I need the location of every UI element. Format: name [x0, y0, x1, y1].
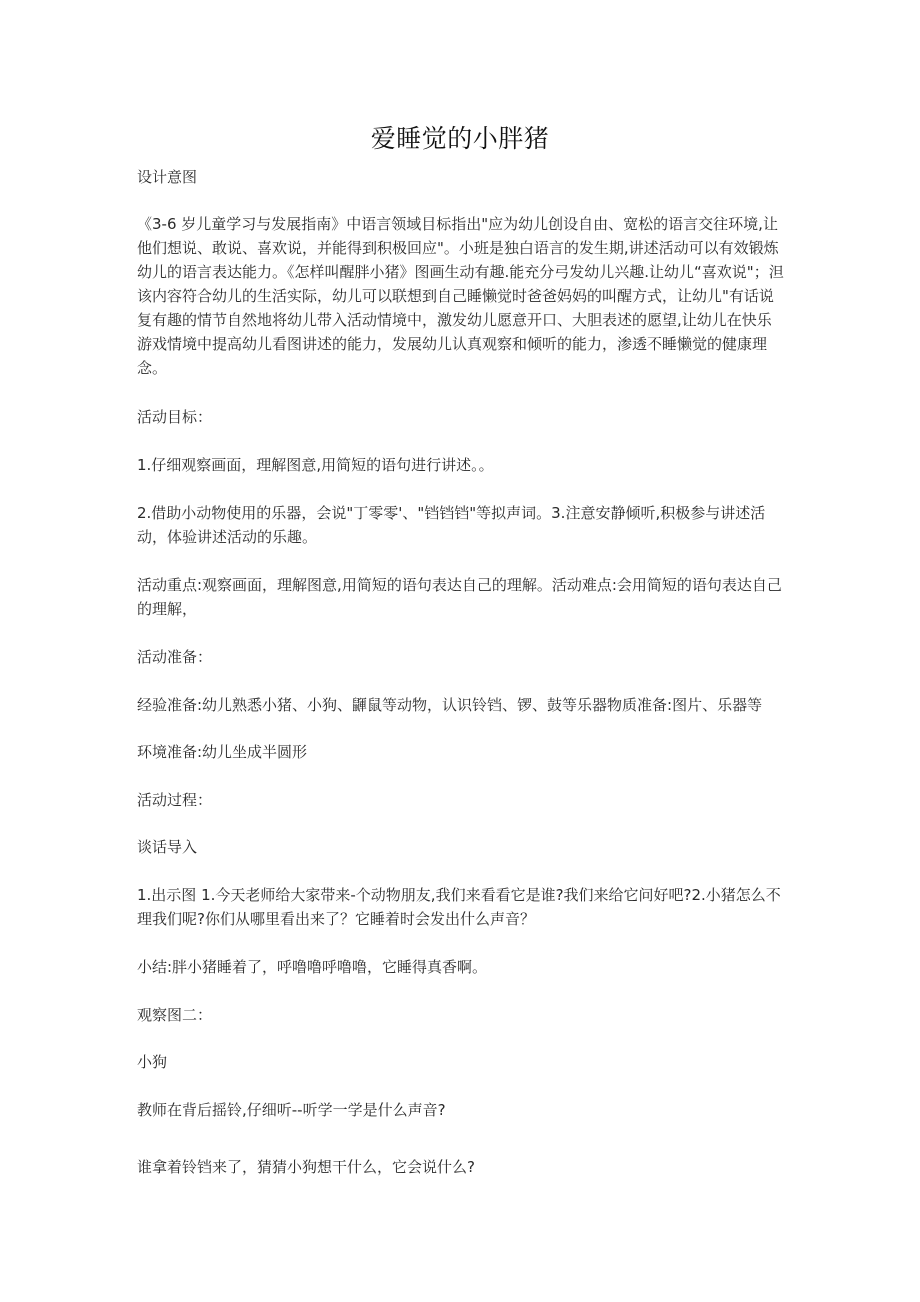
- paragraph-show-picture-1: 1.出示图 1.今天老师给大家带来-个动物朋友,我们来看看它是谁?我们来给它问好吧?2.小猪怎么不理我们呢?你们从哪里看出来了？它睡着时会发出什么声音？: [137, 886, 781, 928]
- section-heading-intro: 谈话导入: [137, 838, 198, 856]
- paragraph-design-intent: 《3-6 岁儿童学习与发展指南》中语言领域目标指出"应为幼儿创设自由、宽松的语言交往环境,让他们想说、敢说、喜欢说，并能得到积极回应"。小班是独白语言的发生期,讲述活动可以有效锻炼幼儿的语言表达能力。《怎样叫醒胖小猪》图画生动有趣.能充分弓发幼儿兴趣.让幼儿“喜欢说"；泹该内容符合幼儿的生活实际，幼儿可以联想到自己睡懒觉时爸爸妈妈的叫醒方式，让幼儿"有话说复有趣的情节自然地将幼儿带入活动情境中，激发幼儿愿意开口、大胆表述的愿望,让幼儿在快乐游戏情境中提高幼儿看图讲述的能力，发展幼儿认真观察和倾听的能力，渗透不睡懒觉的健康理念。: [137, 215, 784, 377]
- paragraph-summary: 小结:胖小猪睡着了，呼噜噜呼噜噜，它睡得真香啊。: [137, 958, 488, 976]
- paragraph-guess-question: 谁拿着铃铛来了，猜猜小狗想干什么，它会说什么?: [137, 1158, 475, 1176]
- paragraph-bell-sound: 教师在背后摇铃,仔细听--听学一学是什么声音?: [137, 1101, 446, 1119]
- paragraph-puppy: 小狗: [137, 1053, 168, 1071]
- section-heading-design-intent: 设计意图: [137, 168, 198, 186]
- paragraph-experience-prep: 经验准备:幼儿熟悉小猪、小狗、鼲鼠等动物，认识铃铛、锣、鼓等乐器物质准备:图片、乐器等: [137, 696, 763, 714]
- section-heading-goals: 活动目标：: [137, 408, 213, 426]
- section-heading-preparation: 活动准备：: [137, 648, 213, 666]
- paragraph-goal-2-3: 2.借助小动物使用的乐器，会说"丁零零'、"铛铛铛"等拟声词。3.注意安静倾听,积极参与讲述活动，体验讲述活动的乐趣。: [137, 504, 766, 546]
- paragraph-environment-prep: 环境准备:幼儿坐成半圆形: [137, 743, 308, 761]
- section-heading-picture-2: 观察图二：: [137, 1006, 213, 1024]
- document-title: 爱睡觉的小胖猪: [370, 124, 550, 153]
- section-heading-process: 活动过程：: [137, 791, 213, 809]
- paragraph-key-points: 活动重点:观察画面，理解图意,用简短的语句表达自己的理解。活动难点:会用简短的语句表达自己的理解，: [137, 576, 782, 618]
- paragraph-goal-1: 1.仔细观察画面，理解图意,用简短的语句进行讲述。。: [137, 456, 494, 474]
